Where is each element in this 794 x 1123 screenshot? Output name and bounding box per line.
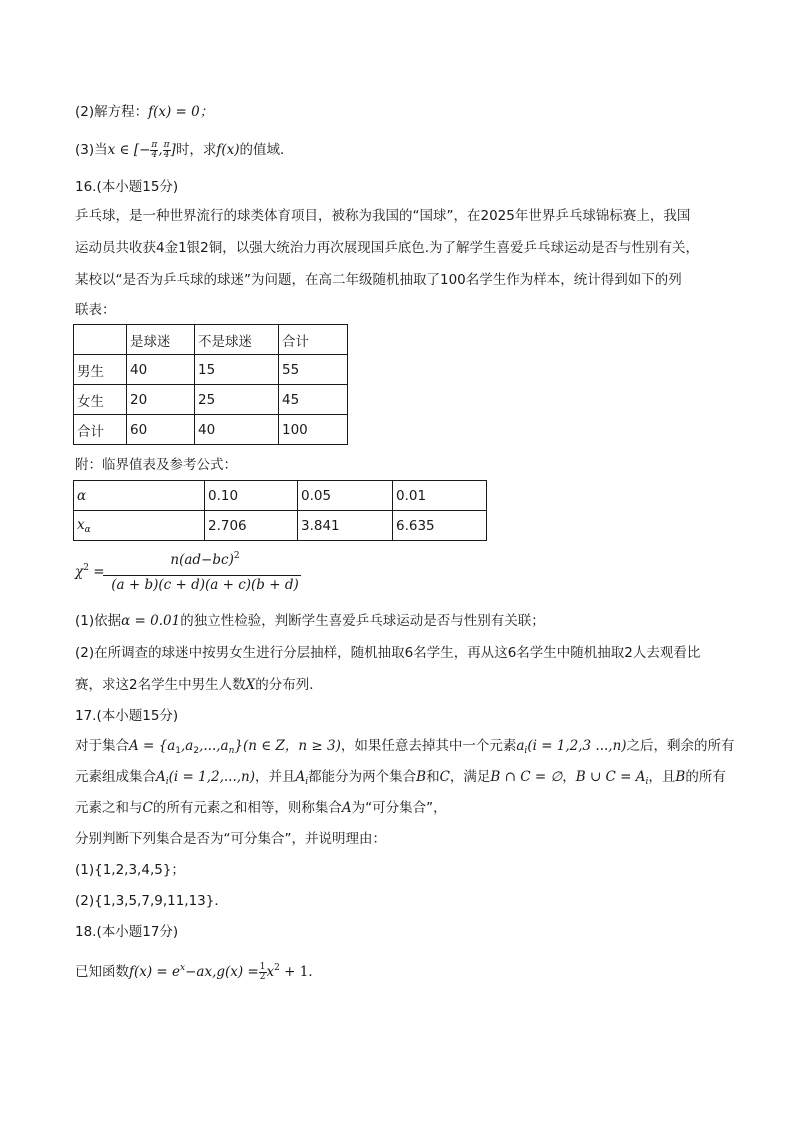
table-row [74, 325, 348, 355]
table-row [74, 355, 348, 385]
table-cell: α [74, 481, 205, 511]
critical-value-table [73, 480, 487, 541]
q16-heading: 16.(本小题15分) [75, 179, 179, 195]
table-cell: 45 [279, 385, 348, 415]
q17-part2: (2){1,3,5,7,9,11,13}． [75, 893, 228, 909]
q16-para-line: 联表： [75, 302, 116, 318]
q17-part1: (1){1,2,3,4,5}； [75, 862, 185, 878]
q16-para-line: 某校以“是否为乒乓球的球迷”为问题，在高二年级随机抽取了100名学生作为样本，统计得到如下的列 [75, 272, 682, 288]
fraction-bar [103, 575, 301, 576]
table-cell: 15 [195, 355, 279, 385]
table-cell: 0.05 [298, 481, 393, 511]
table-cell: 40 [195, 415, 279, 445]
q17-line: 元素之和与C的所有元素之和相等，则称集合A为“可分集合”， [75, 800, 447, 816]
q15-part2: (2)解方程：f(x) = 0； [75, 104, 214, 120]
table-cell: 0.10 [205, 481, 298, 511]
table-cell: 男生 [74, 355, 127, 385]
table-cell: 100 [279, 415, 348, 445]
table-cell: 60 [127, 415, 195, 445]
table-cell: 55 [279, 355, 348, 385]
table-cell: 3.841 [298, 511, 393, 541]
table-cell: 20 [127, 385, 195, 415]
table-cell: 2.706 [205, 511, 298, 541]
q15-part3: (3)当x ∈ [− $\frac{\pi}{4}$ , $\frac{\pi}{4}$ ]时，求f(x)的值域． [75, 139, 294, 160]
q17-line: 元素组成集合$A_i(i = 1,2,...,n)$，并且$A_i$都能分为两个集合B和C，满足B ∩ C = ∅，B ∪ $C = A_i$，且B的所有 [75, 769, 726, 787]
q17-line: 分别判断下列集合是否为“可分集合”，并说明理由： [75, 831, 386, 847]
table-row [74, 385, 348, 415]
chi-square-formula: $\chi^2$ = $n(ad-bc)^2$ (a + b)(c + d)(a + c)(b + d) [75, 547, 315, 601]
q16-part2-cont: 赛，求这2名学生中男生人数X的分布列． [75, 677, 323, 693]
q16-part1: (1)依据α = 0.01的独立性检验，判断学生喜爱乒乓球运动是否与性别有关联； [75, 613, 545, 629]
q17-heading: 17.(本小题15分) [75, 708, 179, 724]
q16-part2: (2)在所调查的球迷中按男女生进行分层抽样，随机抽取6名学生，再从这6名学生中随机抽取2人去观看比 [75, 645, 701, 661]
table-row [74, 481, 487, 511]
table-row [74, 415, 348, 445]
q18-line: 已知函数$f(x) = e^x-ax,g(x)$ = $\frac{1}{2}$ $x^2 + 1$． [75, 961, 322, 982]
table-cell: 25 [195, 385, 279, 415]
table-cell: 女生 [74, 385, 127, 415]
table-cell: 40 [127, 355, 195, 385]
q16-para-line: 乒乓球，是一种世界流行的球类体育项目，被称为我国的“国球”，在2025年世界乒乓球锦标赛上，我国 [75, 208, 691, 224]
table-cell: 合计 [279, 325, 348, 355]
table-cell [74, 325, 127, 355]
table-cell: 不是球迷 [195, 325, 279, 355]
table-cell: $x_\alpha$ [74, 511, 205, 541]
fraction: $\frac{1}{2}$ [259, 961, 266, 982]
q16-appendix: 附：临界值表及参考公式： [75, 457, 237, 473]
q18-heading: 18.(本小题17分) [75, 924, 179, 940]
table-cell: 0.01 [393, 481, 487, 511]
contingency-table [73, 324, 348, 445]
table-cell: 是球迷 [127, 325, 195, 355]
q16-para-line: 运动员共收获4金1银2铜，以强大统治力再次展现国乒底色.为了解学生喜爱乒乓球运动是否与性别有关， [75, 240, 700, 256]
q17-line: 对于集合$A = \{a_1,a_2,...,a_n\}(n$ ∈ Z，n ≥ 3)，如果任意去掉其中一个元素$a_i(i = 1,2,3$ ...,n)之后，剩余的所有 [75, 738, 735, 756]
table-cell: 6.635 [393, 511, 487, 541]
table-cell: 合计 [74, 415, 127, 445]
table-row [74, 511, 487, 541]
